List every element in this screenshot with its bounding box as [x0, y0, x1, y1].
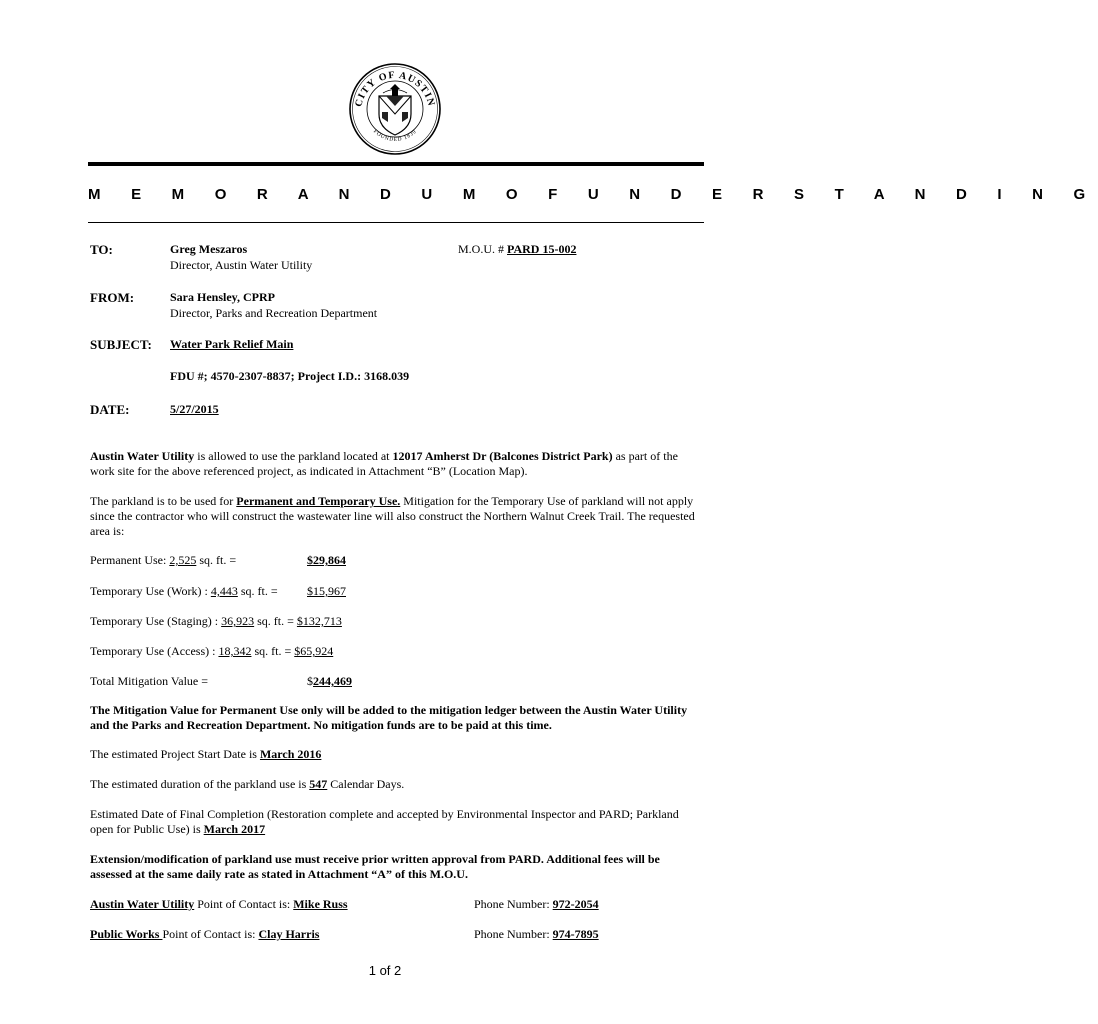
- date-label: DATE:: [90, 402, 130, 417]
- park-location: 12017 Amherst Dr (Balcones District Park): [392, 449, 613, 463]
- start-date-line: [90, 747, 321, 762]
- subject-label: SUBJECT:: [90, 337, 152, 352]
- contact2-text: Point of Contact is:: [162, 927, 259, 941]
- contact-awu-phone: [474, 897, 599, 912]
- access-unit: sq. ft. =: [251, 644, 295, 658]
- contact2-name: Clay Harris: [258, 927, 320, 941]
- staging-value: $132,713: [296, 614, 342, 628]
- org-name: Austin Water Utility: [90, 449, 195, 463]
- duration-text: The estimated duration of the parkland use is: [90, 777, 310, 791]
- contact1-phone: 972-2054: [552, 897, 599, 911]
- staging-unit: sq. ft. =: [254, 614, 297, 628]
- start-text: The estimated Project Start Date is: [90, 747, 260, 761]
- access-label: Temporary Use (Access) :: [90, 644, 219, 658]
- use-type: Permanent and Temporary Use.: [236, 494, 401, 508]
- contact-pw: [90, 927, 319, 942]
- p2-text-b: Mitigation for the Temporary Use of parkland will not apply since the contractor who will construct the wastewater line will also construct the Northern Walnut Creek Trail. The requested area is:: [90, 494, 695, 538]
- contact1-org: Austin Water Utility: [90, 897, 195, 911]
- work-use-line: [90, 584, 278, 599]
- subject-line-1: Water Park Relief Main: [170, 337, 294, 351]
- start-date: March 2016: [259, 747, 322, 761]
- to-title: Director, Austin Water Utility: [170, 258, 313, 272]
- top-rule: [88, 162, 704, 166]
- contact2-phone: 974-7895: [552, 927, 599, 941]
- duration-days: 547: [309, 777, 328, 791]
- contact1-text: Point of Contact is:: [194, 897, 294, 911]
- document-title: M E M O R A N D U M O F U N D E R S T A N D I N G: [88, 186, 1098, 203]
- work-area: 4,443: [210, 584, 238, 598]
- city-of-austin-seal: [348, 62, 442, 156]
- perm-unit: sq. ft. =: [196, 553, 237, 567]
- duration-unit: Calendar Days.: [327, 777, 405, 791]
- perm-area: 2,525: [169, 553, 197, 567]
- access-value: $65,924: [294, 644, 334, 658]
- mou-number: [458, 242, 576, 257]
- mitigation-note: The Mitigation Value for Permanent Use only will be added to the mitigation ledger between the Austin Water Utility and the Parks and Recreation Department. No mitigation funds are to be paid at this time.: [90, 703, 688, 732]
- paragraph-use: [90, 494, 702, 539]
- final-completion: [90, 807, 702, 837]
- total-prefix: $: [307, 674, 313, 688]
- work-label: Temporary Use (Work) :: [90, 584, 211, 598]
- permanent-use-value: $29,864: [307, 553, 346, 567]
- contact2-phone-label: Phone Number:: [474, 927, 553, 941]
- svg-text:FOUNDED 1839: FOUNDED 1839: [371, 128, 419, 143]
- date-value: 5/27/2015: [170, 402, 219, 416]
- p1-text-a: is allowed to use the parkland located at: [194, 449, 393, 463]
- final-date: March 2017: [203, 822, 266, 836]
- contact1-phone-label: Phone Number:: [474, 897, 553, 911]
- access-area: 18,342: [218, 644, 252, 658]
- staging-label: Temporary Use (Staging) :: [90, 614, 222, 628]
- p1-text-b: as part of the work site for the above referenced project, as indicated in Attachment “B” (Location Map).: [90, 449, 678, 478]
- final-text: Estimated Date of Final Completion (Restoration complete and accepted by Environmental Inspector and PARD; Parkland open for Public Use) is: [90, 807, 679, 836]
- title-rule: [88, 222, 704, 223]
- from-title: Director, Parks and Recreation Department: [170, 306, 378, 320]
- mou-number-value: PARD 15-002: [507, 242, 577, 256]
- paragraph-permission: [90, 449, 702, 479]
- extension-note: Extension/modification of parkland use must receive prior written approval from PARD. Additional fees will be assessed at the same daily rate as stated in Attachment “A” of this M.O.U.: [90, 852, 660, 881]
- staging-area: 36,923: [221, 614, 255, 628]
- duration-line: [90, 777, 404, 792]
- p2-text-a: The parkland is to be used for: [90, 494, 237, 508]
- total-amount: 244,469: [313, 674, 352, 688]
- contact-pw-phone: [474, 927, 599, 942]
- from-label: FROM:: [90, 290, 135, 305]
- total-value: [307, 674, 352, 689]
- permanent-use-line: [90, 553, 236, 568]
- access-use-line: [90, 644, 333, 659]
- contact-awu: [90, 897, 348, 912]
- work-use-value: $15,967: [307, 584, 346, 598]
- subject-line-2: FDU #; 4570-2307-8837; Project I.D.: 3168.039: [170, 369, 410, 383]
- svg-text:CITY OF AUSTIN: CITY OF AUSTIN: [353, 69, 437, 109]
- from-name: Sara Hensley, CPRP: [170, 290, 275, 304]
- staging-use-line: [90, 614, 342, 629]
- to-name: Greg Meszaros: [170, 242, 248, 256]
- total-label: Total Mitigation Value =: [90, 674, 209, 688]
- perm-label: Permanent Use:: [90, 553, 170, 567]
- to-label: TO:: [90, 242, 113, 257]
- work-unit: sq. ft. =: [237, 584, 278, 598]
- contact1-name: Mike Russ: [293, 897, 348, 911]
- mou-prefix: M.O.U. #: [458, 242, 508, 256]
- page-number: 1 of 2: [368, 963, 402, 978]
- contact2-org: Public Works: [90, 927, 163, 941]
